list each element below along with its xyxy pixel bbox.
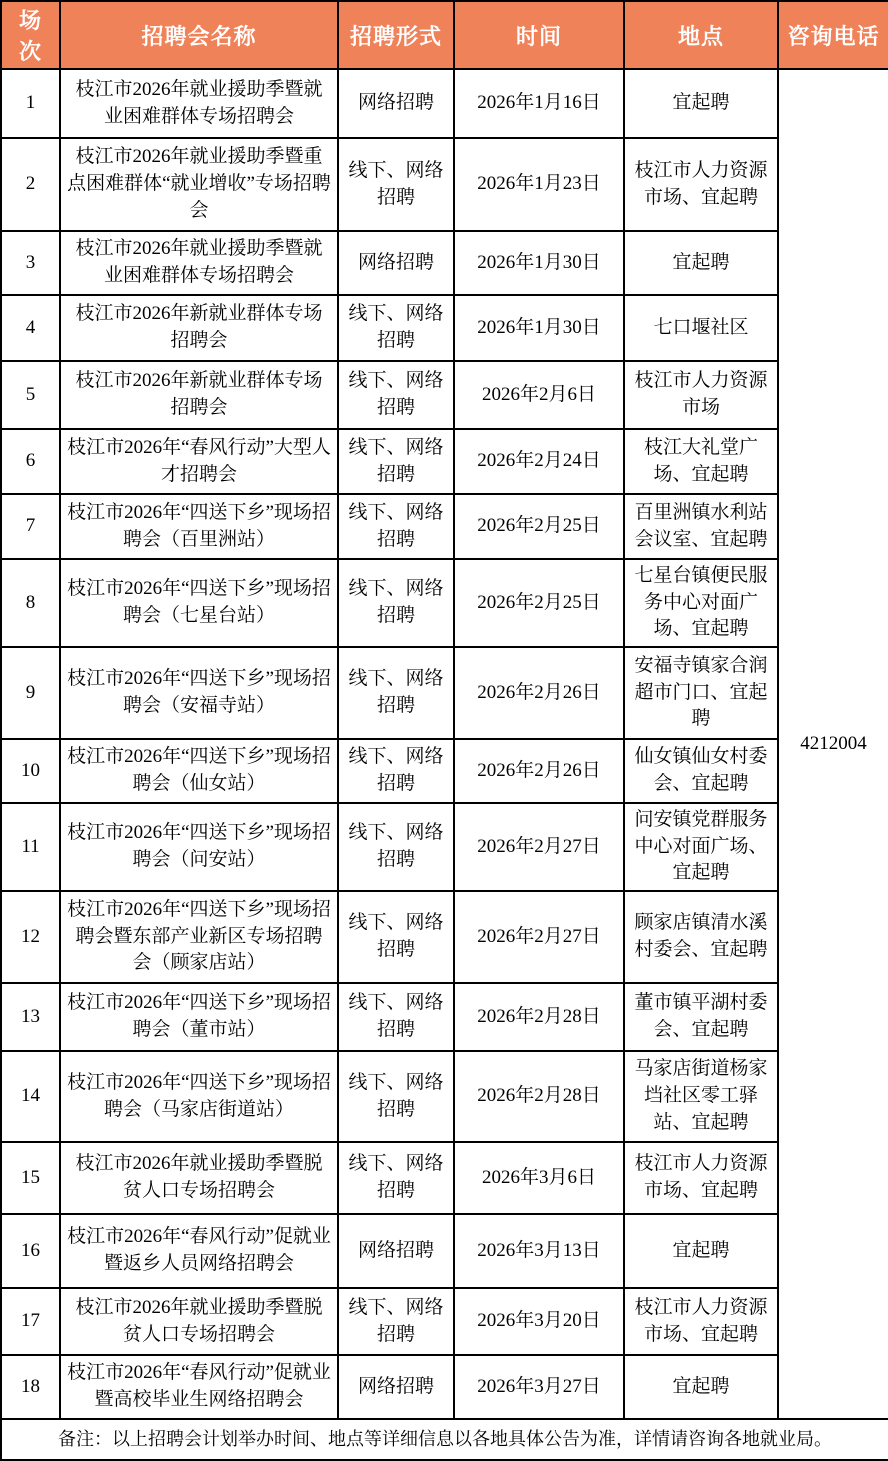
session-cell: 9 — [1, 647, 60, 739]
session-cell: 3 — [1, 231, 60, 295]
location-cell: 问安镇党群服务中心对面广场、宜起聘 — [624, 803, 778, 891]
table-row — [1, 1142, 888, 1214]
name-cell: 枝江市2026年“四送下乡”现场招聘会（七星台站） — [60, 559, 338, 647]
name-cell: 枝江市2026年“春风行动”大型人才招聘会 — [60, 429, 338, 494]
name-cell: 枝江市2026年“春风行动”促就业暨高校毕业生网络招聘会 — [60, 1355, 338, 1419]
location-cell: 宜起聘 — [624, 1214, 778, 1288]
form-cell: 线下、网络招聘 — [338, 803, 454, 891]
table-row — [1, 231, 888, 295]
form-cell: 线下、网络招聘 — [338, 295, 454, 361]
name-cell: 枝江市2026年就业援助季暨就业困难群体专场招聘会 — [60, 69, 338, 138]
form-cell: 线下、网络招聘 — [338, 1051, 454, 1142]
session-cell: 17 — [1, 1288, 60, 1355]
date-cell: 2026年3月20日 — [454, 1288, 624, 1355]
note-cell: 备注：以上招聘会计划举办时间、地点等详细信息以各地具体公告为准，详情请咨询各地就业局。 — [1, 1419, 888, 1460]
form-cell: 线下、网络招聘 — [338, 1142, 454, 1214]
form-cell: 线下、网络招聘 — [338, 739, 454, 803]
session-cell: 8 — [1, 559, 60, 647]
name-cell: 枝江市2026年就业援助季暨重点困难群体“就业增收”专场招聘会 — [60, 138, 338, 231]
table-row — [1, 1051, 888, 1142]
date-cell: 2026年2月25日 — [454, 494, 624, 559]
location-cell: 宜起聘 — [624, 69, 778, 138]
form-cell: 线下、网络招聘 — [338, 983, 454, 1051]
table-row — [1, 1214, 888, 1288]
col-header-form: 招聘形式 — [338, 1, 454, 69]
location-cell: 七星台镇便民服务中心对面广场、宜起聘 — [624, 559, 778, 647]
col-header-name: 招聘会名称 — [60, 1, 338, 69]
header-row — [1, 1, 888, 69]
phone-cell: 4212004 — [778, 69, 888, 1419]
date-cell: 2026年3月27日 — [454, 1355, 624, 1419]
table-row — [1, 803, 888, 891]
date-cell: 2026年2月26日 — [454, 647, 624, 739]
location-cell: 仙女镇仙女村委会、宜起聘 — [624, 739, 778, 803]
session-cell: 5 — [1, 361, 60, 429]
session-cell: 15 — [1, 1142, 60, 1214]
name-cell: 枝江市2026年新就业群体专场招聘会 — [60, 295, 338, 361]
form-cell: 线下、网络招聘 — [338, 494, 454, 559]
col-header-date: 时间 — [454, 1, 624, 69]
location-cell: 顾家店镇清水溪村委会、宜起聘 — [624, 891, 778, 983]
date-cell: 2026年2月27日 — [454, 891, 624, 983]
form-cell: 线下、网络招聘 — [338, 891, 454, 983]
session-cell: 1 — [1, 69, 60, 138]
date-cell: 2026年1月30日 — [454, 295, 624, 361]
date-cell: 2026年2月28日 — [454, 1051, 624, 1142]
date-cell: 2026年2月28日 — [454, 983, 624, 1051]
note-row — [1, 1419, 888, 1460]
name-cell: 枝江市2026年“四送下乡”现场招聘会（百里洲站） — [60, 494, 338, 559]
table-body — [1, 69, 888, 1419]
date-cell: 2026年1月30日 — [454, 231, 624, 295]
table-row — [1, 138, 888, 231]
form-cell: 线下、网络招聘 — [338, 429, 454, 494]
location-cell: 宜起聘 — [624, 1355, 778, 1419]
session-cell: 4 — [1, 295, 60, 361]
session-cell: 6 — [1, 429, 60, 494]
session-cell: 11 — [1, 803, 60, 891]
form-cell: 线下、网络招聘 — [338, 361, 454, 429]
session-cell: 14 — [1, 1051, 60, 1142]
date-cell: 2026年3月6日 — [454, 1142, 624, 1214]
location-cell: 枝江大礼堂广场、宜起聘 — [624, 429, 778, 494]
location-cell: 马家店街道杨家垱社区零工驿站、宜起聘 — [624, 1051, 778, 1142]
location-cell: 七口堰社区 — [624, 295, 778, 361]
name-cell: 枝江市2026年就业援助季暨就业困难群体专场招聘会 — [60, 231, 338, 295]
name-cell: 枝江市2026年就业援助季暨脱贫人口专场招聘会 — [60, 1288, 338, 1355]
location-cell: 枝江市人力资源市场、宜起聘 — [624, 1142, 778, 1214]
form-cell: 线下、网络招聘 — [338, 559, 454, 647]
date-cell: 2026年3月13日 — [454, 1214, 624, 1288]
table-row — [1, 559, 888, 647]
name-cell: 枝江市2026年“四送下乡”现场招聘会（安福寺站） — [60, 647, 338, 739]
date-cell: 2026年2月24日 — [454, 429, 624, 494]
form-cell: 网络招聘 — [338, 1214, 454, 1288]
name-cell: 枝江市2026年“四送下乡”现场招聘会暨东部产业新区专场招聘会（顾家店站） — [60, 891, 338, 983]
date-cell: 2026年2月27日 — [454, 803, 624, 891]
location-cell: 百里洲镇水利站会议室、宜起聘 — [624, 494, 778, 559]
session-cell: 12 — [1, 891, 60, 983]
session-cell: 16 — [1, 1214, 60, 1288]
location-cell: 枝江市人力资源市场、宜起聘 — [624, 138, 778, 231]
name-cell: 枝江市2026年“四送下乡”现场招聘会（仙女站） — [60, 739, 338, 803]
date-cell: 2026年1月23日 — [454, 138, 624, 231]
location-cell: 宜起聘 — [624, 231, 778, 295]
col-header-phone: 咨询电话 — [778, 1, 888, 69]
form-cell: 网络招聘 — [338, 69, 454, 138]
name-cell: 枝江市2026年新就业群体专场招聘会 — [60, 361, 338, 429]
name-cell: 枝江市2026年“春风行动”促就业暨返乡人员网络招聘会 — [60, 1214, 338, 1288]
table-row — [1, 69, 888, 138]
form-cell: 网络招聘 — [338, 1355, 454, 1419]
table-row — [1, 295, 888, 361]
session-cell: 7 — [1, 494, 60, 559]
form-cell: 线下、网络招聘 — [338, 1288, 454, 1355]
table-row — [1, 983, 888, 1051]
session-cell: 18 — [1, 1355, 60, 1419]
col-header-location: 地点 — [624, 1, 778, 69]
table-row — [1, 361, 888, 429]
form-cell: 网络招聘 — [338, 231, 454, 295]
table-row — [1, 891, 888, 983]
table-row — [1, 647, 888, 739]
session-cell: 13 — [1, 983, 60, 1051]
name-cell: 枝江市2026年“四送下乡”现场招聘会（问安站） — [60, 803, 338, 891]
name-cell: 枝江市2026年“四送下乡”现场招聘会（马家店街道站） — [60, 1051, 338, 1142]
date-cell: 2026年2月6日 — [454, 361, 624, 429]
table-row — [1, 739, 888, 803]
session-cell: 10 — [1, 739, 60, 803]
date-cell: 2026年1月16日 — [454, 69, 624, 138]
col-header-session: 场次 — [1, 1, 60, 69]
location-cell: 董市镇平湖村委会、宜起聘 — [624, 983, 778, 1051]
form-cell: 线下、网络招聘 — [338, 647, 454, 739]
name-cell: 枝江市2026年“四送下乡”现场招聘会（董市站） — [60, 983, 338, 1051]
table-row — [1, 1355, 888, 1419]
location-cell: 安福寺镇家合润超市门口、宜起聘 — [624, 647, 778, 739]
date-cell: 2026年2月25日 — [454, 559, 624, 647]
table-row — [1, 1288, 888, 1355]
form-cell: 线下、网络招聘 — [338, 138, 454, 231]
table-row — [1, 429, 888, 494]
table-row — [1, 494, 888, 559]
session-cell: 2 — [1, 138, 60, 231]
location-cell: 枝江市人力资源市场、宜起聘 — [624, 1288, 778, 1355]
location-cell: 枝江市人力资源市场 — [624, 361, 778, 429]
date-cell: 2026年2月26日 — [454, 739, 624, 803]
name-cell: 枝江市2026年就业援助季暨脱贫人口专场招聘会 — [60, 1142, 338, 1214]
